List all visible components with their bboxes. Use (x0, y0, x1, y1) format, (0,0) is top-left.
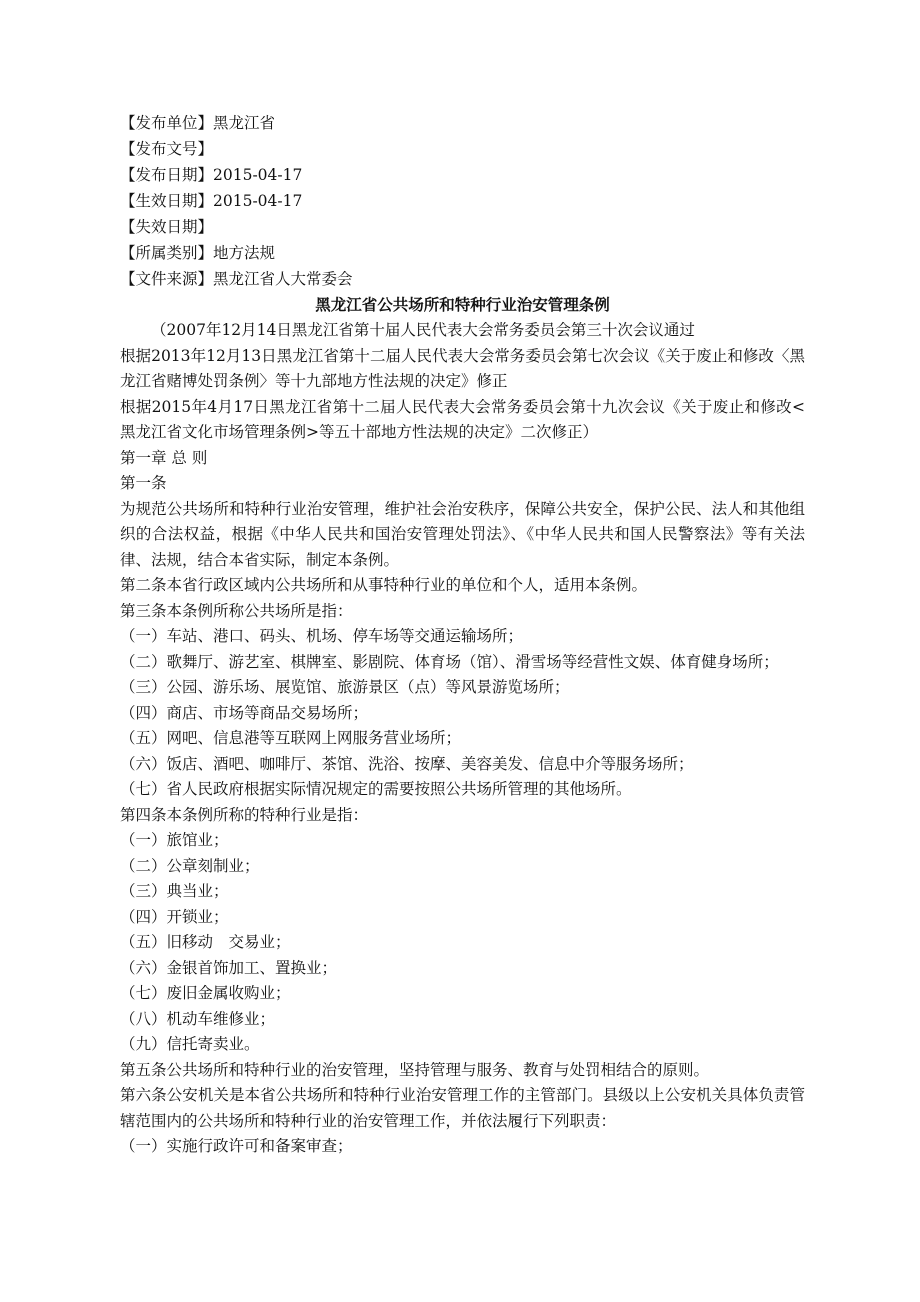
history-amendment-2015: 根据2015年4月17日黑龙江省第十二届人民代表大会常务委员会第十九次会议《关于废止和修改<黑龙江省文化市场管理条例>等五十部地方性法规的决定》二次修正） (120, 397, 805, 441)
article-1-heading: 第一条 (120, 474, 167, 492)
article-3-item: （四）商店、市场等商品交易场所； (120, 703, 369, 722)
history-amendment-2013: 根据2013年12月13日黑龙江省第十二届人民代表大会常务委员会第七次会议《关于废止和修改〈黑龙江省赌博处罚条例〉等十九部地方性法规的决定》修正 (120, 346, 805, 390)
article-6-text: 第六条公安机关是本省公共场所和特种行业治安管理工作的主管部门。县级以上公安机关具体负责管辖范围内的公共场所和特种行业的治安管理工作，并依法履行下列职责： (120, 1086, 805, 1130)
article-2: 第二条本省行政区域内公共场所和从事特种行业的单位和个人，适用本条例。 (120, 576, 648, 594)
article-4-item: （二）公章刻制业； (120, 856, 260, 875)
chapter-heading: 第一章 总 则 (120, 448, 208, 467)
article-4-item: （四）开锁业； (120, 907, 229, 926)
article-3-item: （一）车站、港口、码头、机场、停车场等交通运输场所； (120, 627, 524, 645)
history-adopted: （2007年12月14日黑龙江省第十届人民代表大会常务委员会第三十次会议通过 (151, 321, 695, 339)
article-4-item: （八）机动车维修业； (120, 1009, 276, 1028)
document-body (120, 110, 805, 1160)
article-3-item: （三）公园、游乐场、展览馆、旅游景区（点）等风景游览场所； (120, 678, 570, 696)
article-4-item: （一）旅馆业； (120, 831, 229, 849)
meta-publish-date: 【发布日期】2015-04-17 (120, 166, 303, 184)
document-title: 黑龙江省公共场所和特种行业治安管理条例 (315, 295, 610, 314)
meta-effective-date: 【生效日期】2015-04-17 (120, 192, 303, 210)
article-6-item: （一）实施行政许可和备案审查； (120, 1137, 353, 1155)
article-4-item: （五）旧移动 交易业； (120, 933, 291, 951)
article-3-intro: 第三条本条例所称公共场所是指： (120, 601, 353, 620)
meta-publisher: 【发布单位】黑龙江省 (120, 114, 276, 132)
article-3-item: （六）饭店、酒吧、咖啡厅、茶馆、洗浴、按摩、美容美发、信息中介等服务场所； (120, 754, 694, 773)
meta-expiry-date: 【失效日期】 (120, 218, 214, 236)
article-4-item: （九）信托寄卖业。 (120, 1035, 260, 1053)
meta-doc-number: 【发布文号】 (120, 140, 214, 158)
meta-source: 【文件来源】黑龙江省人大常委会 (120, 270, 353, 288)
article-4-intro: 第四条本条例所称的特种行业是指： (120, 805, 369, 824)
article-4-item: （三）典当业； (120, 882, 229, 900)
article-4-item: （七）废旧金属收购业； (120, 984, 291, 1002)
article-3-item: （五）网吧、信息港等互联网上网服务营业场所； (120, 729, 462, 747)
article-1-text: 为规范公共场所和特种行业治安管理，维护社会治安秩序，保障公共安全，保护公民、法人和其他组织的合法权益，根据《中华人民共和国治安管理处罚法》、《中华人民共和国人民警察法》等有关法律、法规，结合本省实际，制定本条例。 (120, 499, 805, 569)
meta-category: 【所属类别】地方法规 (120, 244, 276, 262)
article-5: 第五条公共场所和特种行业的治安管理，坚持管理与服务、教育与处罚相结合的原则。 (120, 1060, 710, 1079)
article-4-item: （六）金银首饰加工、置换业； (120, 958, 338, 977)
article-3-item: （二）歌舞厅、游艺室、棋牌室、影剧院、体育场（馆）、滑雪场等经营性文娱、体育健身场所； (120, 652, 779, 671)
article-3-item: （七）省人民政府根据实际情况规定的需要按照公共场所管理的其他场所。 (120, 780, 632, 798)
